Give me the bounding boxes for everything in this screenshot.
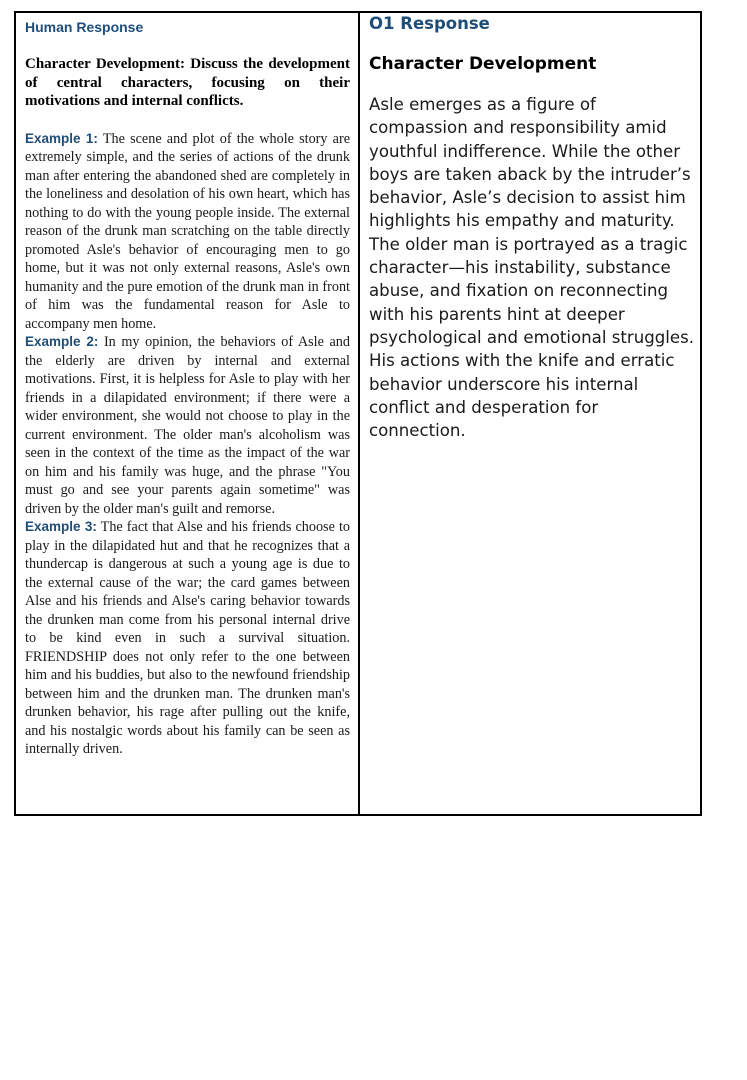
human-response-prompt: Character Development: Discuss the development of central characters, focusing on their motivations and internal conflicts. (25, 56, 350, 109)
example-2-text: In my opinion, the behaviors of Asle and the elderly are driven by internal and external motivations. First, it is helpless for Asle to play with her friends in a dilapidated environment; if there were a wider environment, she would not choose to play in the current environment. The older man's alcoholism was seen in the context of the time as the impact of the war on him and his family was huge, and the phrase "You must go and see your parents again sometime" was driven by the older man's guilt and remorse. (25, 334, 350, 517)
column-divider (358, 13, 360, 814)
human-response-examples (25, 130, 350, 759)
o1-response-body: Asle emerges as a figure of compassion and responsibility amid youthful indifference. While the other boys are taken aback by the intruder’s behavior, Asle’s decision to assist him highlights his empathy and maturity. The older man is portrayed as a tragic character—his instability, substance abuse, and fixation on reconnecting with his parents hint at deeper psychological and emotional struggles. His actions with the knife and erratic behavior underscore his internal conflict and desperation for connection. (369, 95, 695, 441)
example-1 (25, 130, 350, 334)
example-2-label: Example 2: (25, 334, 99, 349)
o1-response-heading: Character Development (369, 54, 597, 74)
example-1-text: The scene and plot of the whole story are extremely simple, and the series of actions of the drunk man after entering the abandoned shed are completely in the loneliness and desolation of his own heart, which has nothing to do with the young people inside. The external reason of the drunk man scratching on the table directly promoted Asle's behavior of encouraging men to go home, but it was not only external reasons, Asle's own humanity and the pure emotion of the drunk man in front of him was the fundamental reason for Asle to accompany men home. (25, 130, 350, 332)
human-response-column (25, 17, 350, 759)
example-1-label: Example 1: (25, 130, 98, 146)
example-3 (25, 518, 350, 759)
example-2 (25, 333, 350, 518)
o1-response-column (369, 13, 699, 442)
comparison-table (14, 11, 702, 816)
o1-response-title: O1 Response (369, 14, 490, 33)
example-3-label: Example 3: (25, 519, 97, 534)
human-response-title: Human Response (25, 19, 144, 35)
example-3-text: The fact that Alse and his friends choose to play in the dilapidated hut and that he recognizes that a thundercap is dangerous at such a young age is due to the external cause of the war; the card games between Alse and his friends and Alse's caring behavior towards the drunken man come from his personal internal drive to be kind even in such a survival situation. FRIENDSHIP does not only refer to the one between him and his buddies, but also to the newfound friendship between him and the drunken man. The drunken man's drunken behavior, his rage after pulling out the knife, and his nostalgic words about his family can be seen as internally driven. (25, 519, 350, 757)
